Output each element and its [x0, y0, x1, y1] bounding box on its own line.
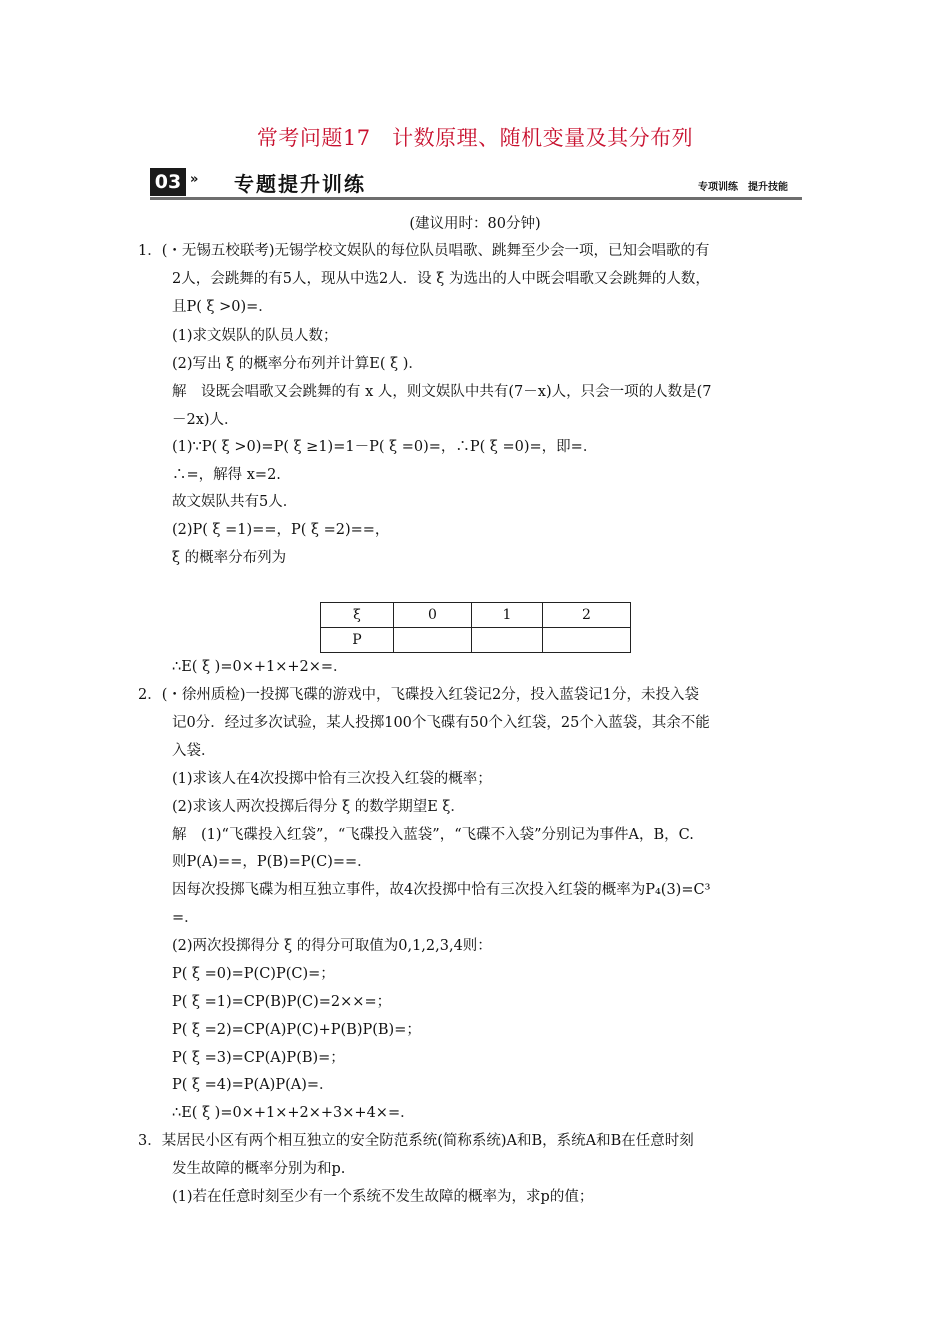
table-cell	[394, 628, 472, 653]
text-line: －2x)人．	[172, 412, 239, 428]
table-cell: P	[321, 628, 394, 653]
table-cell: 1	[472, 603, 543, 628]
text-line: P( ξ =4)=P(A)P(A)=．	[172, 1077, 334, 1093]
text-line: 入袋．	[172, 743, 216, 759]
text-line: 1．(・无锡五校联考)无锡学校文娱队的每位队员唱歌、跳舞至少会一项，已知会唱歌的有	[138, 243, 710, 259]
text-line: (1)若在任意时刻至少有一个系统不发生故障的概率为，求p的值；	[172, 1189, 594, 1205]
table-cell: 0	[394, 603, 472, 628]
text-line: 因每次投掷飞碟为相互独立事件，故4次投掷中恰有三次投入红袋的概率为P₄(3)=C³	[172, 882, 711, 898]
text-line: ∴E( ξ )=0×+1×+2×+3×+4×=．	[172, 1105, 415, 1121]
text-line: 则P(A)==，P(B)=P(C)==．	[172, 854, 372, 870]
text-line: =．	[172, 910, 199, 926]
text-line: 3．某居民小区有两个相互独立的安全防范系统(简称系统)A和B，系统A和B在任意时刻	[138, 1133, 694, 1149]
table-cell: ξ	[321, 603, 394, 628]
section-number-badge: 03	[150, 168, 186, 196]
text-line: 2人，会跳舞的有5人，现从中选2人．设 ξ 为选出的人中既会唱歌又会跳舞的人数，	[172, 271, 710, 287]
double-arrow-icon: »	[190, 172, 199, 187]
section-heading: 专题提升训练	[234, 172, 366, 196]
text-line: P( ξ =2)=CP(A)P(C)+P(B)P(B)=；	[172, 1022, 421, 1038]
text-line: 且P( ξ >0)=．	[172, 299, 273, 315]
table-cell: 2	[543, 603, 631, 628]
text-line: 2．(・徐州质检)一投掷飞碟的游戏中，飞碟投入红袋记2分，投入蓝袋记1分，未投入袋	[138, 687, 699, 703]
time-note: (建议用时：80分钟)	[409, 216, 541, 232]
page-title: 常考问题17 计数原理、随机变量及其分布列	[256, 126, 694, 150]
text-line: (2)两次投掷得分 ξ 的得分可取值为0,1,2,3,4则：	[172, 938, 492, 954]
table-row	[321, 628, 631, 653]
text-line: ∴=，解得 x=2.	[172, 467, 281, 483]
distribution-table	[320, 602, 631, 653]
text-line: P( ξ =0)=P(C)P(C)=；	[172, 966, 335, 982]
text-line: (2)P( ξ =1)==，P( ξ =2)==，	[172, 522, 390, 538]
text-line: P( ξ =1)=CP(B)P(C)=2××=；	[172, 994, 392, 1010]
banner-rule	[150, 197, 802, 200]
text-line: P( ξ =3)=CP(A)P(B)=；	[172, 1050, 345, 1066]
text-line: (1)∵P( ξ >0)=P( ξ ≥1)=1－P( ξ =0)=，∴P( ξ =0)=，即=．	[172, 439, 598, 455]
text-line: 发生故障的概率分别为和p.	[172, 1161, 346, 1177]
table-cell	[543, 628, 631, 653]
section-tagline: 专项训练 提升技能	[698, 182, 788, 193]
text-line: 解 设既会唱歌又会跳舞的有 x 人，则文娱队中共有(7－x)人，只会一项的人数是(7	[172, 384, 712, 400]
text-line: (1)求文娱队的队员人数；	[172, 328, 338, 344]
text-line: ∴E( ξ )=0×+1×+2×=．	[172, 659, 348, 675]
text-line: 记0分．经过多次试验，某人投掷100个飞碟有50个入红袋，25个入蓝袋，其余不能	[172, 715, 710, 731]
text-line: (2)写出 ξ 的概率分布列并计算E( ξ )．	[172, 356, 423, 372]
text-line: (2)求该人两次投掷后得分 ξ 的数学期望E ξ．	[172, 799, 465, 815]
text-line: 故文娱队共有5人．	[172, 494, 298, 510]
text-line: (1)求该人在4次投掷中恰有三次投入红袋的概率；	[172, 771, 492, 787]
text-line: 解 (1)“飞碟投入红袋”，“飞碟投入蓝袋”，“飞碟不入袋”分别记为事件A，B，C.	[172, 827, 694, 843]
table-row	[321, 603, 631, 628]
table-cell	[472, 628, 543, 653]
section-banner	[150, 168, 802, 200]
text-line: ξ 的概率分布列为	[172, 550, 287, 566]
